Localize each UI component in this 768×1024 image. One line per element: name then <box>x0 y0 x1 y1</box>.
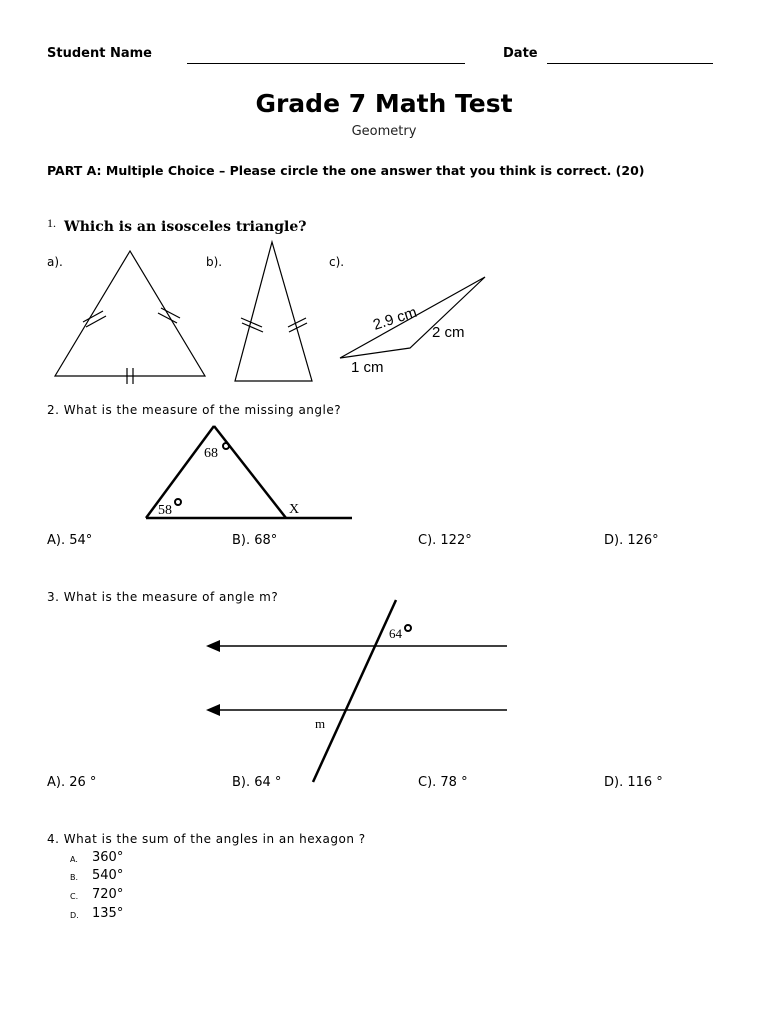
q4-choice-d-letter: D. <box>70 911 79 920</box>
q2-angle-x-label: X <box>289 502 300 517</box>
q3-answer-a[interactable]: A). 26 ° <box>47 775 97 790</box>
q1-option-b-label[interactable]: b). <box>206 255 223 269</box>
q4-choice-a[interactable]: 360° <box>92 850 124 865</box>
q4-text: 4. What is the sum of the angles in an hexagon ? <box>47 832 366 846</box>
q2-answer-d[interactable]: D). 126° <box>604 533 659 548</box>
q2-answer-a[interactable]: A). 54° <box>47 533 93 548</box>
q3-answer-c[interactable]: C). 78 ° <box>418 775 468 790</box>
triangle-c-side-mid: 2 cm <box>432 324 465 341</box>
degree-icon <box>405 625 411 631</box>
student-name-label: Student Name <box>47 46 152 61</box>
q4-choice-b-letter: B. <box>70 873 79 882</box>
q4-choice-c-letter: C. <box>70 892 79 901</box>
triangle-c-side-short: 1 cm <box>351 359 384 376</box>
q1-option-a-label[interactable]: a). <box>47 255 63 269</box>
triangle-c-side-long: 2.9 cm <box>370 303 420 334</box>
q2-angle-top-label: 68 <box>204 446 218 461</box>
q3-answer-b[interactable]: B). 64 ° <box>232 775 282 790</box>
q3-parallel-lines <box>206 640 507 716</box>
page-title: Grade 7 Math Test <box>255 89 513 118</box>
q3-answer-d[interactable]: D). 116 ° <box>604 775 663 790</box>
degree-icon <box>175 499 181 505</box>
q2-text: 2. What is the measure of the missing angle? <box>47 403 342 417</box>
q1-text: Which is an isosceles triangle? <box>64 219 307 235</box>
part-a-instructions: PART A: Multiple Choice – Please circle the one answer that you think is correct. (20) <box>47 163 645 178</box>
q4-choice-c[interactable]: 720° <box>92 887 124 902</box>
q3-angle-m-label: m <box>315 716 326 731</box>
q1-option-c-label[interactable]: c). <box>329 255 345 269</box>
q3-transversal <box>313 600 396 782</box>
q3-angle-given-label: 64 <box>389 626 402 641</box>
q2-angle-left-label: 58 <box>158 503 172 518</box>
q4-choice-b[interactable]: 540° <box>92 868 124 883</box>
q2-answer-c[interactable]: C). 122° <box>418 533 472 548</box>
triangle-a[interactable] <box>55 251 205 384</box>
triangle-b[interactable] <box>235 242 312 381</box>
page-subtitle: Geometry <box>351 124 417 139</box>
q1-number: 1. <box>47 216 56 230</box>
q4-choice-d[interactable]: 135° <box>92 906 124 921</box>
q3-text: 3. What is the measure of angle m? <box>47 590 279 604</box>
degree-icon <box>223 443 229 449</box>
date-label: Date <box>503 46 538 61</box>
q2-answer-b[interactable]: B). 68° <box>232 533 278 548</box>
q4-choice-a-letter: A. <box>70 855 78 864</box>
